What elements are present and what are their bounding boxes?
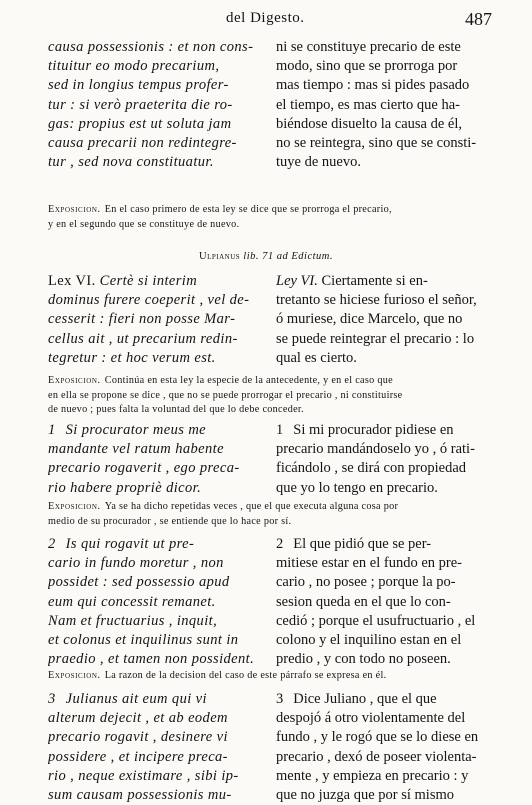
spanish-line: que no juzga que por sí mismo — [276, 787, 455, 804]
spanish-line: sesion queda en el que lo con- — [276, 593, 451, 610]
exposicion-text: medio de su procurador , se entiende que lo hace por sí. — [48, 515, 292, 527]
latin-line: tituitur eo modo precarium, — [48, 58, 220, 75]
latin-line: mandante vel ratum habente — [48, 441, 224, 458]
running-head: del Digesto. — [226, 10, 305, 26]
latin-line: rio , neque existimare , sibi ip- — [48, 767, 239, 784]
latin-line: sed in longius tempus profer- — [48, 77, 229, 94]
spanish-column-block-5 — [276, 690, 498, 805]
citation-author: Ulpianus — [199, 251, 241, 262]
spanish-line: fundo , y le rogó que se lo diese en — [276, 729, 479, 746]
spanish-line: cario , no posee ; porque la po- — [276, 574, 456, 591]
latin-column-block-2 — [48, 272, 263, 368]
latin-line: tur , sed nova constituatur. — [48, 154, 214, 171]
latin-line: eum qui concessit remanet. — [48, 593, 216, 610]
exposicion-label: Exposicion. — [48, 204, 101, 215]
spanish-line: colono y el inquilino estan en el — [276, 632, 462, 649]
latin-line: sum causam possessionis mu- — [48, 787, 232, 804]
latin-line: Nam et fructuarius , inquit, — [48, 612, 218, 629]
exposicion-text: La razon de la decision del caso de este párrafo se expresa en él. — [104, 670, 387, 681]
latin-line: Si procurator meus me — [65, 422, 207, 438]
spanish-column-block-3 — [276, 421, 498, 498]
paragraph-number: 2 — [276, 536, 284, 552]
latin-line: praedio , et tamen non possident. — [48, 651, 255, 668]
page-header — [0, 10, 532, 34]
latin-line: cesserit : fieri non posse Mar- — [48, 311, 236, 328]
spanish-line: no se reintegra, sino que se consti- — [276, 135, 477, 152]
lex-heading: Lex VI. — [48, 273, 96, 289]
spanish-line: biéndose disuelto la causa de él, — [276, 115, 463, 132]
spanish-line: el tiempo, es mas cierto que ha- — [276, 96, 461, 113]
spanish-line: ó muriese, dice Marcelo, que no — [276, 311, 463, 328]
latin-line: causa precarii non redintegre- — [48, 135, 237, 152]
exposicion-note-3 — [48, 500, 488, 529]
latin-line: causa possessionis : et non cons- — [48, 39, 254, 55]
spanish-line: mente , y empieza en precario : y — [276, 767, 469, 784]
paragraph-number: 1 — [48, 422, 56, 438]
page-number: 487 — [465, 9, 492, 29]
latin-line: tur : si verò praeterita die ro- — [48, 96, 233, 113]
paragraph-number: 3 — [276, 691, 284, 707]
latin-line: gas: propius est ut soluta jam — [48, 115, 232, 132]
latin-column-block-5 — [48, 690, 263, 805]
latin-line: tegretur : et hoc verum est. — [48, 349, 216, 366]
spanish-line: El que pidió que se per- — [293, 536, 432, 552]
citation-reference: lib. 71 ad Edictum. — [243, 251, 333, 262]
spanish-line: que yo lo tengo en precario. — [276, 479, 438, 496]
latin-column-block-1 — [48, 38, 263, 172]
spanish-line: Si mi procurador pidiese en — [293, 422, 454, 438]
spanish-column-block-2 — [276, 272, 498, 368]
latin-line: possidet : sed possessio apud — [48, 574, 230, 591]
latin-line: rio habere propriè dicor. — [48, 479, 202, 496]
ley-heading: Ley VI. — [276, 273, 318, 289]
latin-line: Is qui rogavit ut pre- — [65, 536, 195, 552]
spanish-line: qual es cierto. — [276, 349, 357, 366]
spanish-line: Dice Juliano , que el que — [293, 691, 437, 707]
spanish-line: Ciertamente si en- — [321, 273, 428, 289]
exposicion-text: en ella se propone se dice , que no se puede prorrogar el precario , ni constituirse — [48, 389, 403, 401]
spanish-line: tuye de nuevo. — [276, 154, 361, 171]
latin-line: dominus furere coeperit , vel de- — [48, 292, 250, 309]
spanish-line: cedió ; porque el usufructuario , el — [276, 612, 476, 629]
spanish-line: mas tiempo : mas si pides pasado — [276, 77, 470, 94]
latin-line: cario in fundo moretur , non — [48, 555, 224, 572]
spanish-line: ficándolo , se dirá con propiedad — [276, 460, 467, 477]
spanish-column-block-1 — [276, 38, 498, 172]
spanish-line: tretanto se hiciese furioso el señor, — [276, 292, 477, 309]
latin-line: cellus ait , ut precarium redin- — [48, 330, 238, 347]
latin-line: alterum dejecit , et ab eodem — [48, 710, 228, 727]
latin-line: et colonus et inquilinus sunt in — [48, 632, 239, 649]
paragraph-number: 1 — [276, 422, 284, 438]
latin-column-block-3 — [48, 421, 263, 498]
exposicion-note-1 — [48, 203, 488, 232]
latin-line: precario rogaverit , ego preca- — [48, 460, 240, 477]
exposicion-text: En el caso primero de esta ley se dice que se prorroga el precario, — [104, 204, 392, 215]
latin-line: possidere , et incipere preca- — [48, 748, 228, 765]
latin-column-block-4 — [48, 535, 263, 669]
exposicion-label: Exposicion. — [48, 670, 101, 681]
exposicion-label: Exposicion. — [48, 501, 101, 512]
spanish-line: predio , y con todo no poseen. — [276, 651, 451, 668]
spanish-line: precario , dexó de poseer violenta- — [276, 748, 477, 765]
spanish-column-block-4 — [276, 535, 498, 669]
paragraph-number: 2 — [48, 536, 56, 552]
exposicion-note-4 — [48, 669, 488, 684]
exposicion-text: Continúa en esta ley la especie de la antecedente, y en el caso que — [104, 375, 393, 386]
spanish-line: despojó á otro violentamente del — [276, 710, 466, 727]
latin-line: Julianus ait eum qui vi — [65, 691, 207, 707]
exposicion-text: Ya se ha dicho repetidas veces , que el que executa alguna cosa por — [104, 501, 399, 512]
latin-line: Certè si interim — [99, 273, 198, 289]
exposicion-text: y en el segundo que se constituye de nuevo. — [48, 218, 240, 230]
source-citation — [0, 251, 532, 262]
spanish-line: precario mandándoselo yo , ó rati- — [276, 441, 475, 458]
exposicion-label: Exposicion. — [48, 375, 101, 386]
exposicion-note-2 — [48, 374, 488, 418]
exposicion-text: de nuevo ; pues falta la voluntad del que lo debe conceder. — [48, 404, 304, 415]
spanish-line: ni se constituye precario de este — [276, 39, 461, 55]
spanish-line: mitiese estar en el fundo en pre- — [276, 555, 463, 572]
paragraph-number: 3 — [48, 691, 56, 707]
spanish-line: modo, sino que se prorroga por — [276, 58, 458, 75]
spanish-line: se puede reintegrar el precario : lo — [276, 330, 475, 347]
latin-line: precario rogavit , desinere vi — [48, 729, 228, 746]
